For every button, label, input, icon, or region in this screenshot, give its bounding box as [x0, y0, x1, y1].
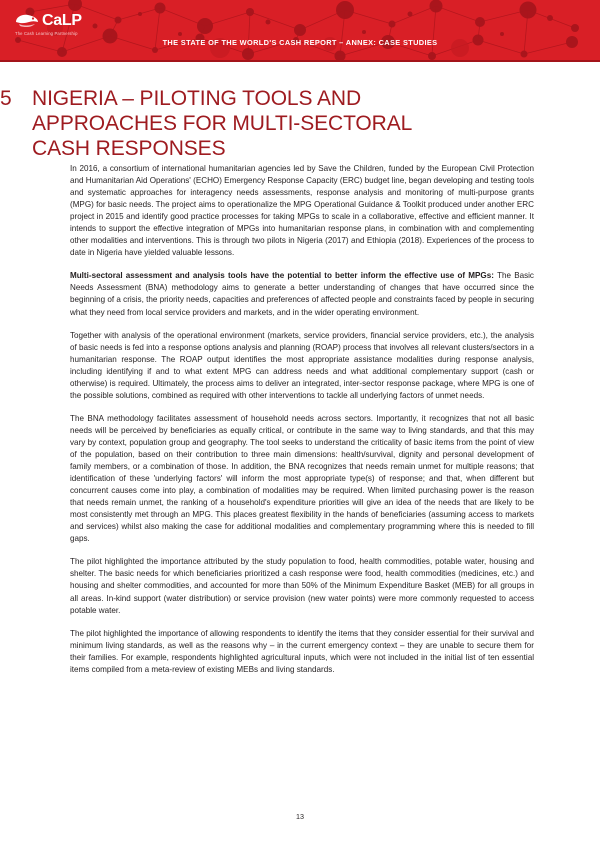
- paragraph-text: The BNA methodology facilitates assessment of household needs across sectors. Importantly, it recognizes that not all basic needs will be perceived by beneficiaries as equally critical, or contribute in the same way to living standards, and that this may vary by context, population group and geography. The tool seeks to understand the criticality of basic items from the point of view of the population, based on their contribution to three main dimensions: health/survival, dignity and personal development of family members, or a combination of those. In addition, the BNA recognizes that needs remain unmet for multiple reasons; that identification of these 'underlying factors' will inform the most appropriate type(s) of response; and that, when different but concurrent causes come into play, a combination of modalities may be required. When limited purchasing power is the reason that needs remain unmet, the ranking of a household's expenditure priorities will give an idea of the needs that are likely to be most consistently met through an MPG. This places greatest flexibility in the hands of beneficiaries (assuming access to markets and services) whilst also making the case for additional modalities and complementary programming where this is needed to fill gaps.: [70, 413, 534, 544]
- paragraph: [70, 163, 534, 259]
- paragraph: [70, 413, 534, 546]
- page-title: NIGERIA – PILOTING TOOLS AND APPROACHES FOR MULTI-SECTORAL CASH RESPONSES: [32, 87, 412, 160]
- body-text-block: [70, 163, 534, 676]
- paragraph-text: The pilot highlighted the importance attributed by the study population to food, health commodities, potable water, housing and shelter. The basic needs for which beneficiaries prioritized a cash response were food, health commodities (medicines, etc.) and housing and shelter commodities, and accounted for more than 50% of the Minimum Expenditure Basket (MEB) for all groups in all areas. In-kind support (water distribution) or service provision (new water points) were more commonly requested to access potable water.: [70, 557, 534, 615]
- chapter-number: 5: [0, 87, 12, 110]
- paragraph: [70, 628, 534, 676]
- banner-bottom-rule: [0, 60, 600, 62]
- page-header-banner: [0, 0, 600, 62]
- paragraph-text: In 2016, a consortium of international humanitarian agencies led by Save the Children, funded by the European Civil Protection and Humanitarian Aid Operations' (ECHO) Emergency Response Capacity (ERC) budget line, began developing and testing tools and systematic approaches for interagency needs assessments, response analysis and monitoring of multi-purpose grants (MPG) for basic needs. The project aims to operationalize the MPG Operational Guidance & Toolkit produced under another ERC project in 2015 and identify good practice processes for taking MPGs to scale in a collaborative, effective and efficient manner. It intends to support the effective integration of MPGs into humanitarian response plans, in combination with and complementing other modalities and interventions. This is through two pilots in Nigeria (2017) and Ethiopia (2018). Experiences of the process to date in Nigeria have yielded valuable lessons.: [70, 164, 534, 258]
- calp-logo-mark-icon: [14, 13, 40, 30]
- paragraph-text: The Basic Needs Assessment (BNA) methodology aims to generate a better understanding of changes that have occurred since the beginning of a crisis, the priority needs, capacities and preferences of affected people and constraints faced by people in securing what they need from local service providers and markets, and in the wider operating environment.: [70, 271, 534, 317]
- report-banner-title: THE STATE OF THE WORLD'S CASH REPORT – ANNEX: CASE STUDIES: [162, 38, 438, 47]
- paragraph: [70, 270, 534, 318]
- logo-wordmark: CaLP: [42, 12, 82, 29]
- paragraph-lead: Multi-sectoral assessment and analysis tools have the potential to better inform the effective use of MPGs:: [70, 271, 498, 281]
- paragraph-text: The pilot highlighted the importance of allowing respondents to identify the items that they consider essential for their survival and minimum living standards, as well as the reasons why – in the current emergency context – they are unable to secure them for their families. For example, respondents highlighted agricultural inputs, which were not included in the initial list of ten essential items compiled from a meta-review of existing MEBs and living standards.: [70, 628, 534, 674]
- paragraph: [70, 556, 534, 616]
- logo-tagline: The Cash Learning Partnership: [15, 31, 78, 36]
- chapter-heading: [0, 86, 462, 161]
- page-number: 13: [296, 812, 304, 821]
- paragraph: [70, 330, 534, 402]
- paragraph-text: Together with analysis of the operational environment (markets, service providers, financial service providers, etc.), the analysis of basic needs is fed into a response options analysis and planning (ROAP) process that involves all relevant clusters/sectors in a humanitarian response. The ROAP output identifies the most appropriate assistance modalities during response analysis, including identifying if and to what extent MPG can address needs and what additional complementary support (cash or otherwise) is required. Ultimately, the process aims to deliver an integrated, inter-sector response package, where MPG is one of the possible solutions, combined as required with other interventions to tackle all underlying factors of unmet needs.: [70, 330, 534, 400]
